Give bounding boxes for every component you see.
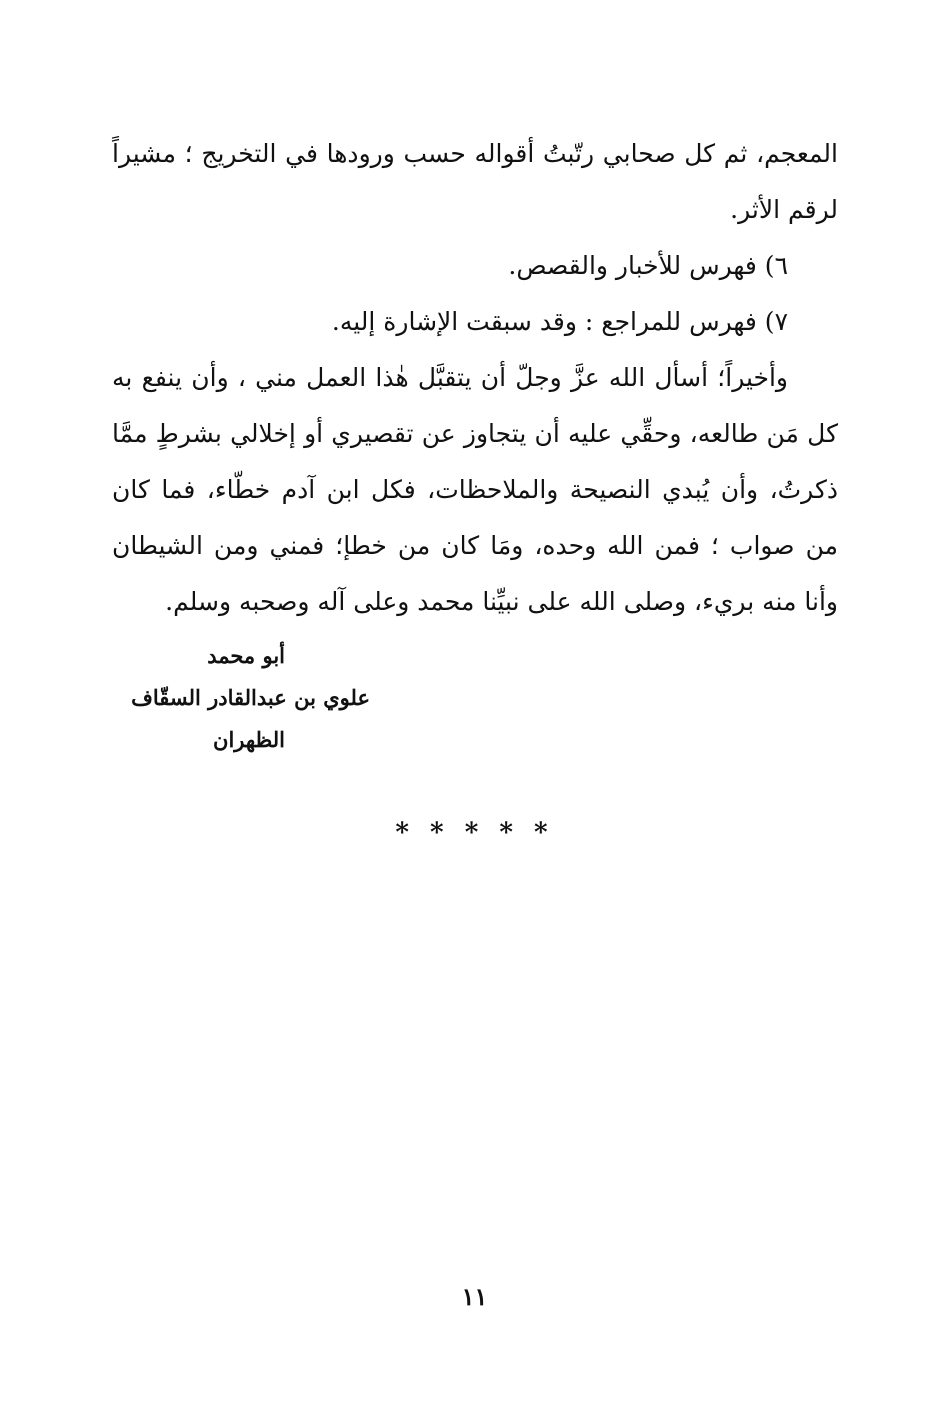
page-number: ١١ xyxy=(461,1282,488,1311)
main-text xyxy=(112,126,838,630)
paragraph-continuation: المعجم، ثم كل صحابي رتّبتُ أقواله حسب ورودها في التخريج ؛ مشيراً لرقم الأثر. xyxy=(112,139,838,224)
closing-paragraph: وأخيراً؛ أسأل الله عزَّ وجلّ أن يتقبَّل هٰذا العمل مني ، وأن ينفع به كل مَن طالعه، وحقِّي عليه أن يتجاوز عن تقصيري أو إخلالي بشرطٍ ممَّا ذكرتُ، وأن يُبدي النصيحة والملاحظات، فكل ابن آدم خطّاء، فما كان من صواب ؛ فمن الله وحده، ومَا كان من خطإ؛ فمني ومن الشيطان وأنا منه بريء، وصلى الله على نبيِّنا محمد وعلى آله وصحبه وسلم. xyxy=(112,363,838,616)
author-place: الظهران xyxy=(213,727,285,752)
author-signature xyxy=(110,635,370,761)
list-item-6: ٦) فهرس للأخبار والقصص. xyxy=(508,251,788,280)
list-item-7: ٧) فهرس للمراجع : وقد سبقت الإشارة إليه. xyxy=(331,307,788,336)
author-name: علوي بن عبدالقادر السقّاف xyxy=(131,685,370,710)
author-kunya: أبو محمد xyxy=(207,643,285,668)
section-separator: * * * * * xyxy=(395,818,554,848)
